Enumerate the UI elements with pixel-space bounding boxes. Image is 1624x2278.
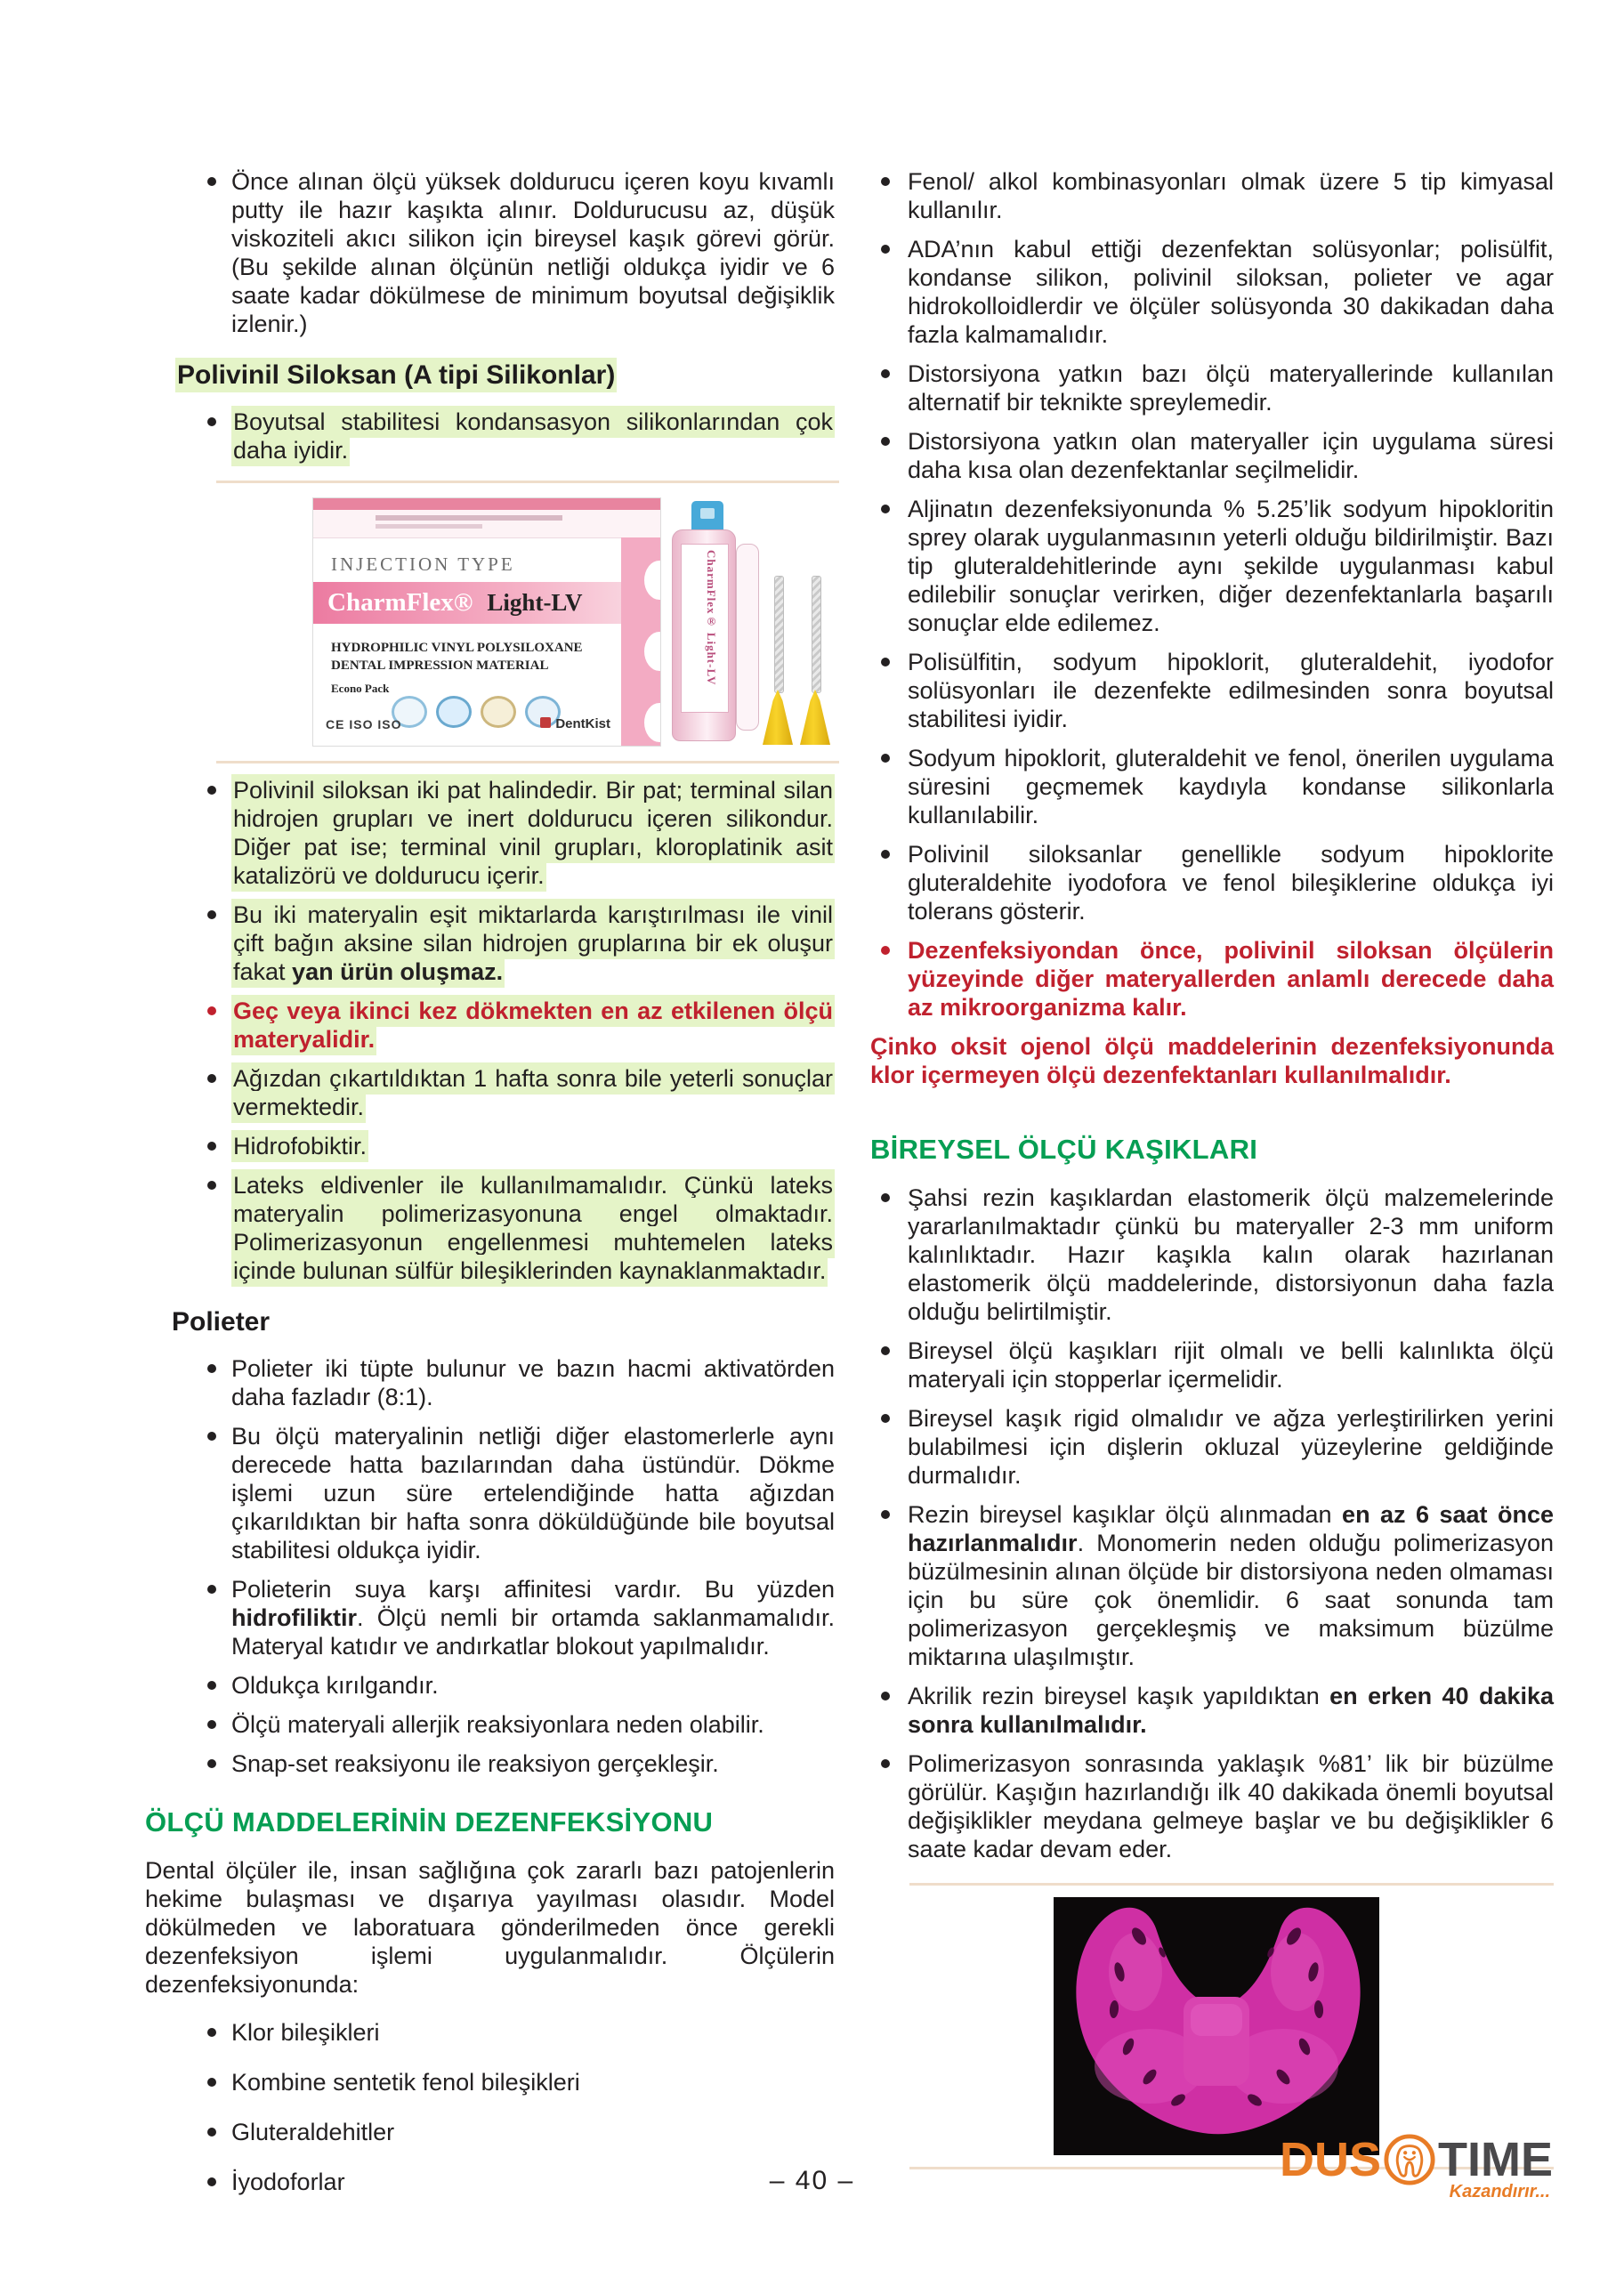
band-notch [644, 703, 660, 742]
bullet-one-week [145, 1064, 835, 1121]
bullet-hydrophobic [145, 1132, 835, 1160]
heading-bireysel-kasiklar: BİREYSEL ÖLÇÜ KAŞIKLARI [870, 1134, 1258, 1165]
band-notch [644, 561, 660, 600]
charmflex-product-photo [312, 494, 836, 750]
custom-tray-photo [1054, 1897, 1379, 2155]
bullet-text: Lateks eldivenler ile kullanılmamalıdır. Çünkü lateks materyalin polimerizasyonuna engel olmaktadır. Polimerizasyonun engellenmesi muhtemelen lateks içinde bulunan sülfür bileşiklerinden kaynaklanmaktadır. [231, 1169, 835, 1287]
zinc-oxide-note: Çinko oksit ojenol ölçü maddelerinin dezenfeksiyonunda klor içermeyen ölçü dezenfektanları kullanılmalıdır. [870, 1033, 1554, 1088]
bullet-text: Bireysel kaşık rigid olmalıdır ve ağza yerleştirilirken yerini bulabilmesi için dişlerin okluzal yüzeylerine geldiğinde durmalıdır. [908, 1405, 1554, 1489]
bullet-text: Hidrofobiktir. [231, 1130, 368, 1162]
logo-wordmark [1280, 2132, 1555, 2187]
right-column [870, 167, 1554, 2169]
bullet-polieter-brittle [145, 1671, 835, 1700]
bullet-text: Polivinil siloksanlar genellikle sodyum hipoklorite gluteraldehite iyodofora ve fenol bileşiklerine oldukça iyi tolerans gösterir. [908, 841, 1554, 925]
bullet-text: İyodoforlar [231, 2169, 345, 2195]
bireysel-bullet-list [870, 1183, 1554, 1863]
heading-text: Polieter [172, 1307, 271, 1337]
bullet-text: Kombine sentetik fenol bileşikleri [231, 2069, 580, 2096]
custom-tray-illustration [1054, 1897, 1379, 2155]
bullet-latex-gloves [145, 1171, 835, 1285]
bullet-ada-solutions [870, 235, 1554, 349]
cartridge-barrel-small [736, 544, 759, 731]
logo-time-text: TIME [1438, 2133, 1554, 2186]
feature-icon [481, 696, 516, 728]
lid-print-bar [376, 524, 482, 529]
bullet-text: Boyutsal stabilitesi kondansasyon silikonlarından çok daha iyidir. [231, 406, 835, 466]
dustime-logo [1280, 2132, 1555, 2202]
mixing-tip-shaft [812, 576, 821, 693]
polieter-bullet-list [145, 1354, 835, 1778]
bullet-text: Polisülfitin, sodyum hipoklorit, gluteraldehit, iyodofor solüsyonları ile dezenfekte edilmesinden sonra boyutsal stabilitesi iyidir. [908, 649, 1554, 732]
bullet-text: Distorsiyona yatkın bazı ölçü materyallerinde kullanılan alternatif bir teknikte spreylemedir. [908, 360, 1554, 416]
paragraph-dezenfeksiyon: Dental ölçüler ile, insan sağlığına çok zararlı bazı patojenlerin hekime bulaşması ve dışarıya yayılması olasıdır. Model dökülmeden ve laboratuara gönderilmeden önce gerekli dezenfeksiyon işlemi uygulanmalıdır. Ölçülerin dezenfeksiyonunda: [145, 1857, 835, 1998]
page-number: – 40 – [769, 2166, 855, 2195]
ce-iso-marks: CE ISO ISO [326, 717, 402, 731]
bullet-polieter-clarity [145, 1422, 835, 1564]
bullet-tray-rigid [870, 1404, 1554, 1490]
bullet-text: Polieterin suya karşı affinitesi vardır. Bu yüzden hidrofiliktir. Ölçü nemli bir ortamda saklanmamalıdır. Materyal katıdır ve andırkatlar blokout yapılmalıdır. [231, 1576, 835, 1660]
cartridge-label: CharmFlex® Light-LV [681, 544, 729, 713]
pack-label: Econo Pack [331, 682, 390, 695]
bullet-text: ADA’nın kabul ettiği dezenfektan solüsyonlar; polisülfit, kondanse silikon, polivinil siloksan, polieter ve agar hidrokolloidlerdir ve ölçüler solüsyonda 30 dakikadan daha fazla kalmamalıdır. [908, 236, 1554, 348]
heading-dezenfeksiyon: ÖLÇÜ MADDELERİNİN DEZENFEKSİYONU [145, 1806, 714, 1838]
product-box-lid [313, 498, 660, 538]
bullet-text: Sodyum hipoklorit, gluteraldehit ve fenol, önerilen uygulama süresini geçmemek kaydıyla kondanse silikonlarla kullanılabilir. [908, 745, 1554, 828]
left-column [145, 167, 835, 2217]
bullet-pvs-microorganism [870, 936, 1554, 1022]
bullet-no-byproduct [145, 901, 835, 986]
logo-dus-text: DUS [1280, 2133, 1382, 2186]
bullet-text: Distorsiyona yatkın olan materyaller için uygulama süresi daha kısa olan dezenfektanlar seçilmelidir. [908, 428, 1554, 483]
pvs-top-bullet-list [145, 408, 835, 464]
bullet-two-paste [145, 776, 835, 890]
feature-icon [436, 696, 472, 728]
mixing-tip-base [800, 690, 830, 745]
bullet-text: Gluteraldehitler [231, 2119, 395, 2145]
bullet-text: Polieter iki tüpte bulunur ve bazın hacmi aktivatörden daha fazladır (8:1). [231, 1355, 835, 1410]
injection-type-label: INJECTION TYPE [331, 553, 515, 575]
bullet-text: Klor bileşikleri [231, 2019, 380, 2046]
bullet-polieter-hydrophilic [145, 1575, 835, 1660]
product-desc-line: DENTAL IMPRESSION MATERIAL [331, 658, 549, 673]
bullet-text: Ağızdan çıkartıldıktan 1 hafta sonra bile yeterli sonuçlar vermektedir. [231, 1062, 835, 1123]
bullet-text: Geç veya ikinci kez dökmekten en az etkilenen ölçü materyalidir. [231, 995, 835, 1055]
bullet-text: Rezin bireysel kaşıklar ölçü alınmadan en az 6 saat önce hazırlanmalıdır. Monomerin neden olduğu polimerizasyon büzülmesinin alınan ölçüde bir distorsiyona neden olmaması için bu süre çok önemlidir. 6 saat sonunda tam polimerizasyon gerçekleşmiş ve maksimum büzülme miktarına ulaşılmıştır. [908, 1501, 1555, 1670]
bullet-tray-stoppers [870, 1337, 1554, 1393]
bullet-pvs-tolerance [870, 840, 1554, 925]
band-notch [644, 632, 660, 671]
bullet-text: Ölçü materyali allerjik reaksiyonlara neden olabilir. [231, 1711, 764, 1738]
bullet-polieter-allergy [145, 1710, 835, 1739]
bullet-klor [145, 2018, 835, 2047]
bullet-text: Şahsi rezin kaşıklardan elastomerik ölçü malzemelerinde yararlanılmaktadır çünkü bu materyaller 2-3 mm uniform kalınlıktadır. Hazır kaşıkla kalın olarak hazırlanan elastomerik ölçü maddelerinde, distorsiyonun daha fazla olduğu belirtilmiştir. [908, 1184, 1554, 1325]
product-photo-figure [216, 481, 839, 763]
pvs-bullet-list [145, 776, 835, 1285]
bullet-text: Polivinil siloksan iki pat halindedir. Bir pat; terminal silan hidrojen grupları ve inert doldurucu içeren silikondur. Diğer pat ise; terminal vinil grupları, kloroplatinik asit katalizörü ve doldurucu içerir. [231, 774, 835, 892]
bullet-polieter-ratio [145, 1354, 835, 1411]
bullet-custom-tray-uniform [870, 1183, 1554, 1326]
bullet-text: Oldukça kırılgandır. [231, 1672, 439, 1699]
bullet-putty-technique [145, 167, 835, 338]
heading-text: Polivinil Siloksan (A tipi Silikonlar) [175, 358, 617, 392]
bullet-gluteraldehit [145, 2118, 835, 2146]
bullet-forty-minutes [870, 1682, 1554, 1739]
logo-tagline: Kazandırır... [1449, 2182, 1550, 2201]
product-desc-line: HYDROPHILIC VINYL POLYSILOXANE [331, 641, 583, 655]
bullet-text: Önce alınan ölçü yüksek doldurucu içeren koyu kıvamlı putty ile hazır kaşıkta alınır. Doldurucusu az, düşük viskoziteli akıcı silikon için bireysel kaşık görevi görür. (Bu şekilde alınan ölçünün netliği oldukça iyidir ve 6 saate kadar dökülmese de minimum boyutsal değişiklik izlenir.) [231, 168, 835, 337]
bullet-fenol-alkol [870, 167, 1554, 224]
bullet-short-duration [870, 427, 1554, 484]
bullet-aljinat-hipoklorit [870, 495, 1554, 637]
pink-side-band [621, 537, 660, 746]
bullet-text: Bu iki materyalin eşit miktarlarda karıştırılması ile vinil çift bağın aksine silan hidrojen gruplarına bir ek oluşur fakat yan ürün oluşmaz. [231, 899, 835, 988]
mixing-tip-base [763, 690, 793, 745]
impression-cartridge [672, 501, 761, 747]
bullet-text: Bu ölçü materyalinin netliği diğer elastomerlerle aynı derecede hatta bazılarından daha üstündür. Dökme işlemi uzun süre ertelendiğinde hatta ağızdan çıkarıldıktan bir hafta sonra döküldüğünde bile boyutsal stabilitesi oldukça iyidir. [231, 1423, 835, 1563]
bullet-text: Bireysel ölçü kaşıkları rijit olmalı ve belli kalınlıkta ölçü materyali için stopperlar içermelidir. [908, 1337, 1554, 1393]
dentkist-logo: DentKist [540, 710, 610, 739]
heading-polivinil-siloksan [175, 361, 835, 390]
bullet-pvs-stability [145, 408, 835, 464]
bullet-text: Snap-set reaksiyonu ile reaksiyon gerçekleşir. [231, 1750, 719, 1777]
brand-name: CharmFlex® [327, 588, 473, 617]
lid-print-bar [376, 515, 562, 521]
bullet-spray-technique [870, 359, 1554, 416]
mixing-tip-shaft [774, 576, 784, 693]
bullet-text: Akrilik rezin bireysel kaşık yapıldıktan en erken 40 dakika sonra kullanılmalıdır. [908, 1683, 1554, 1738]
brand-banner [313, 582, 660, 624]
bullet-shrinkage [870, 1749, 1554, 1863]
intro-bullet-list [145, 167, 835, 338]
bullet-text: Fenol/ alkol kombinasyonları olmak üzere 5 tip kimyasal kullanılır. [908, 168, 1554, 223]
mixing-tip [800, 576, 830, 745]
variant-name: Light-LV [487, 589, 583, 616]
feature-icons [392, 696, 561, 728]
heading-polieter [172, 1308, 835, 1337]
bullet-text: Polimerizasyon sonrasında yaklaşık %81’ lik bir büzülme görülür. Kaşığın hazırlandığı ilk 40 dakikada önemli boyutsal değişiklikler meydana gelmeye başlar ve bu değişiklikler 6 saate kadar devam eder. [908, 1750, 1554, 1862]
bullet-fenol [145, 2068, 835, 2096]
bullet-kondanse-compat [870, 744, 1554, 829]
bullet-six-hours [870, 1500, 1554, 1671]
bullet-polisulfit-stability [870, 648, 1554, 733]
bullet-late-pour [145, 997, 835, 1054]
bullet-polieter-snapset [145, 1749, 835, 1778]
bullet-text: Dezenfeksiyondan önce, polivinil siloksan ölçülerin yüzeyinde diğer materyallerden anlamlı derecede daha az mikroorganizma kalır. [908, 937, 1554, 1021]
tooth-icon [1383, 2133, 1436, 2186]
mixing-tip [763, 576, 793, 745]
bullet-text: Aljinatın dezenfeksiyonunda % 5.25’lik sodyum hipokloritin sprey olarak uygulanmasının yeterli olduğu bildirilmiştir. Bazı tip gluteraldehitlerinde aynı şekilde uygulanması kabul edilebilir sonuçlar verirken, diğer dezenfektanlarla başarılı sonuçlar elde edilemez. [908, 496, 1554, 636]
product-box [312, 497, 661, 747]
dezenfektan-detail-list [870, 167, 1554, 1022]
custom-tray-figure [909, 1883, 1554, 2169]
